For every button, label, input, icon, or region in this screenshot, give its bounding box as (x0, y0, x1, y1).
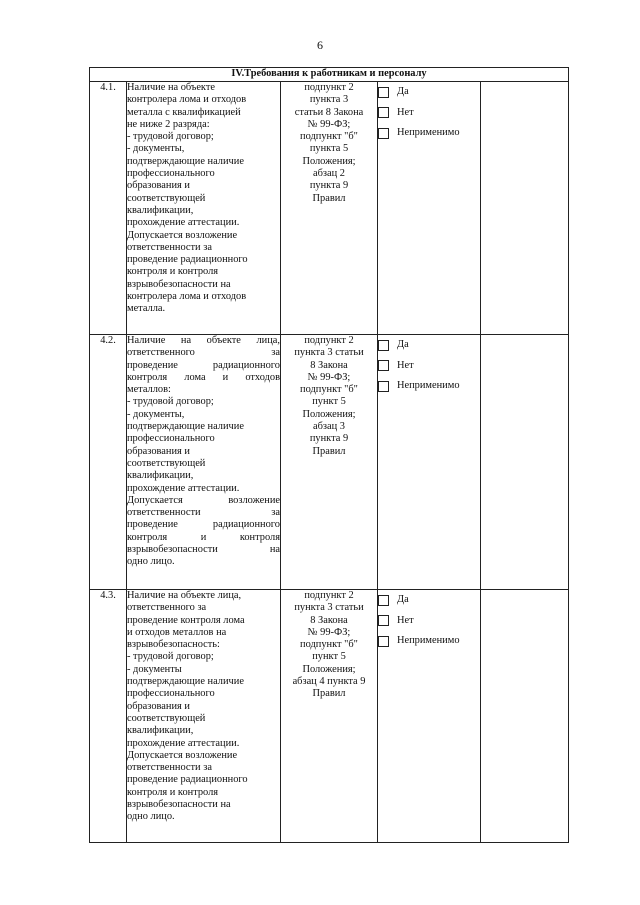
requirement-line: взрывобезопасности на (127, 544, 280, 556)
answer-option[interactable] (378, 356, 480, 377)
requirement-line: - трудовой договор; (127, 131, 214, 143)
option-label: Да (397, 339, 409, 351)
answer-options (378, 335, 481, 590)
notes-cell (481, 335, 569, 590)
requirement-line: образования и (127, 445, 190, 457)
option-label: Да (397, 594, 409, 606)
option-label: Нет (397, 359, 414, 371)
requirement-line: контроля лома и отходов (127, 371, 280, 383)
requirement-line: соответствующей (127, 712, 206, 724)
reference-line: Положения; (302, 408, 356, 420)
requirements-table (89, 67, 569, 843)
requirement-line: металла с квалификацией (127, 106, 241, 118)
requirement-line: контролера лома и отходов (127, 94, 247, 106)
requirement-text (127, 335, 281, 590)
row-number: 4.3. (90, 590, 127, 843)
reference-line: пункт 5 (312, 396, 346, 408)
answer-option[interactable] (378, 123, 480, 144)
reference-line: подпункт 2 (304, 82, 354, 93)
requirement-line: контролера лома и отходов (127, 291, 247, 303)
legal-reference (281, 335, 378, 590)
legal-reference (281, 82, 378, 335)
requirement-line: проведение радиационного (127, 359, 280, 371)
reference-line: подпункт "б" (300, 639, 358, 651)
reference-line: подпункт "б" (300, 384, 358, 396)
requirement-line: квалификации, (127, 204, 194, 216)
reference-line: Положения; (302, 155, 356, 167)
requirement-line: подтверждающие наличие (127, 676, 244, 688)
requirement-line: профессионального (127, 168, 215, 180)
checkbox[interactable] (378, 595, 389, 606)
reference-line: подпункт "б" (300, 131, 358, 143)
reference-line: статьи 8 Закона (294, 106, 364, 118)
requirement-line: профессионального (127, 688, 215, 700)
reference-line: подпункт 2 (304, 590, 354, 601)
table-row (90, 590, 569, 843)
reference-line: абзац 4 пункта 9 (292, 676, 366, 688)
requirement-line: Наличие на объекте лица, (127, 590, 242, 601)
answer-option[interactable] (378, 590, 480, 611)
requirement-line: Допускается возложение (127, 749, 238, 761)
reference-line: абзац 3 (313, 421, 345, 433)
reference-line: № 99-ФЗ; (307, 118, 351, 130)
answer-option[interactable] (378, 82, 480, 103)
checkbox[interactable] (378, 107, 389, 118)
requirement-line: соответствующей (127, 192, 206, 204)
section-title: IV.Требования к работникам и персоналу (90, 68, 569, 82)
reference-line: Положения; (302, 663, 356, 675)
requirement-line: - документы, (127, 408, 185, 420)
requirement-line: проведение контроля лома (127, 614, 245, 626)
reference-line: пункт 5 (312, 651, 346, 663)
requirement-line: ответственного за (127, 602, 207, 614)
notes-cell (481, 82, 569, 335)
table-row (90, 82, 569, 335)
requirement-line: квалификации, (127, 470, 194, 482)
requirement-line: взрывобезопасность: (127, 639, 220, 651)
requirement-line: - документы, (127, 143, 185, 155)
page-number: 6 (317, 38, 323, 52)
requirement-text (127, 590, 281, 843)
requirement-line: ответственности за (127, 241, 212, 253)
reference-line: пункта 9 (309, 433, 349, 445)
answer-option[interactable] (378, 103, 480, 124)
option-label: Неприменимо (397, 127, 460, 139)
requirement-line: прохождение аттестации. (127, 737, 240, 749)
option-label: Неприменимо (397, 380, 460, 392)
requirement-line: ответственности за (127, 507, 280, 519)
requirement-line: металлов: (127, 384, 171, 396)
checkbox[interactable] (378, 87, 389, 98)
reference-line: пункта 3 (309, 94, 349, 106)
checkbox[interactable] (378, 340, 389, 351)
reference-line: Правил (312, 192, 346, 204)
requirement-line: одно лицо. (127, 556, 175, 568)
reference-line: 8 Закона (310, 359, 348, 371)
requirement-line: ответственного за (127, 347, 280, 359)
reference-line: № 99-ФЗ; (307, 626, 351, 638)
requirement-line: квалификации, (127, 725, 194, 737)
requirement-line: образования и (127, 700, 190, 712)
checkbox[interactable] (378, 636, 389, 647)
requirement-line: профессионального (127, 433, 215, 445)
reference-line: пункта 9 (309, 180, 349, 192)
requirement-line: и отходов металлов на (127, 626, 227, 638)
option-label: Нет (397, 614, 414, 626)
reference-line: Правил (312, 445, 346, 457)
requirement-line: - трудовой договор; (127, 651, 214, 663)
checkbox[interactable] (378, 381, 389, 392)
requirement-line: проведение радиационного (127, 254, 248, 266)
answer-options (378, 82, 481, 335)
option-label: Неприменимо (397, 635, 460, 647)
requirement-line: проведение радиационного (127, 519, 280, 531)
reference-line: № 99-ФЗ; (307, 371, 351, 383)
checkbox[interactable] (378, 128, 389, 139)
checkbox[interactable] (378, 360, 389, 371)
answer-option[interactable] (378, 335, 480, 356)
requirement-line: контроля и контроля (127, 531, 280, 543)
row-number: 4.1. (90, 82, 127, 335)
requirement-line: прохождение аттестации. (127, 217, 240, 229)
requirement-line: не ниже 2 разряда: (127, 118, 210, 130)
reference-line: Правил (312, 688, 346, 700)
notes-cell (481, 590, 569, 843)
row-number: 4.2. (90, 335, 127, 590)
requirement-line: одно лицо. (127, 811, 175, 823)
reference-line: пункта 5 (309, 143, 349, 155)
requirement-line: контроля и контроля (127, 266, 219, 278)
requirement-line: проведение радиационного (127, 774, 248, 786)
requirement-line: ответственности за (127, 762, 212, 774)
requirement-line: прохождение аттестации. (127, 482, 240, 494)
requirement-line: Допускается возложение (127, 494, 280, 506)
option-label: Да (397, 86, 409, 98)
answer-option[interactable] (378, 631, 480, 652)
checkbox[interactable] (378, 615, 389, 626)
reference-line: подпункт 2 (304, 335, 354, 346)
reference-line: пункта 3 статьи (294, 602, 364, 614)
answer-option[interactable] (378, 611, 480, 632)
requirement-line: - документы (127, 663, 182, 675)
reference-line: пункта 3 статьи (294, 347, 364, 359)
requirement-line: образования и (127, 180, 190, 192)
table-row (90, 335, 569, 590)
requirement-line: подтверждающие наличие (127, 421, 244, 433)
reference-line: абзац 2 (313, 168, 345, 180)
requirement-line: контроля и контроля (127, 786, 219, 798)
requirement-line: Наличие на объекте (127, 82, 215, 93)
legal-reference (281, 590, 378, 843)
answer-options (378, 590, 481, 843)
requirement-line: металла. (127, 303, 166, 315)
requirement-line: - трудовой договор; (127, 396, 214, 408)
requirement-line: Допускается возложение (127, 229, 238, 241)
option-label: Нет (397, 106, 414, 118)
answer-option[interactable] (378, 376, 480, 397)
requirement-line: Наличие на объекте лица, (127, 335, 280, 346)
requirement-line: соответствующей (127, 457, 206, 469)
reference-line: 8 Закона (310, 614, 348, 626)
requirement-line: взрывобезопасности на (127, 799, 231, 811)
requirement-text (127, 82, 281, 335)
requirement-line: подтверждающие наличие (127, 155, 244, 167)
requirement-line: взрывобезопасности на (127, 278, 231, 290)
